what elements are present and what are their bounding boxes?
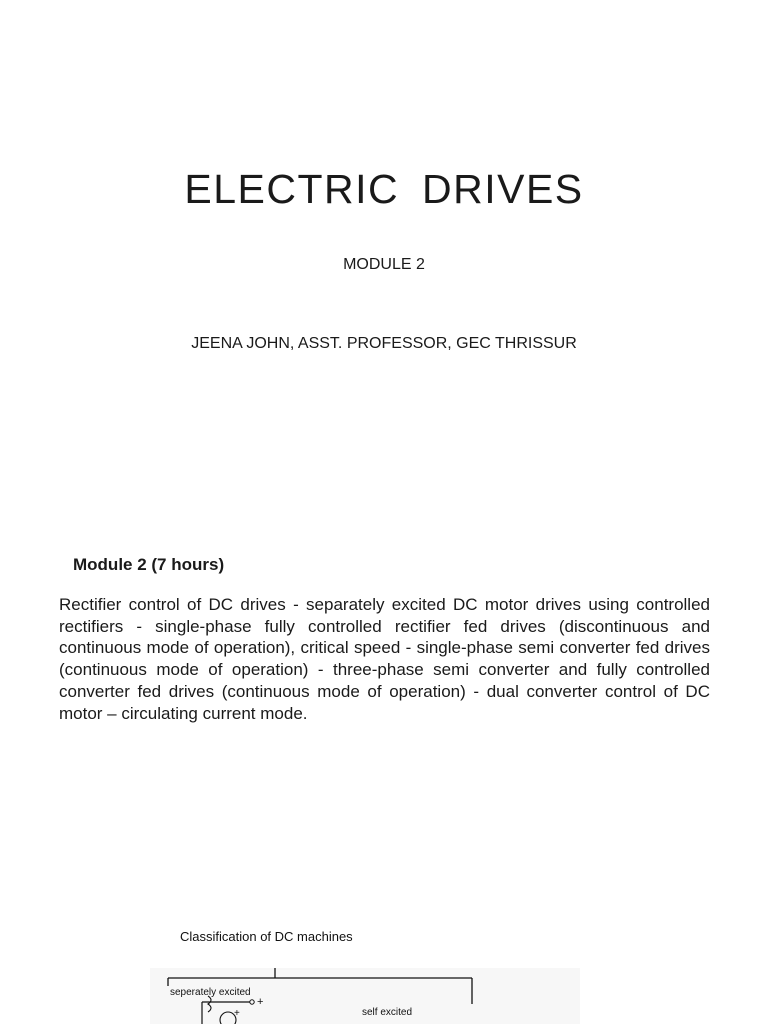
plus-sign-top: + [257,996,264,1008]
module-label: MODULE 2 [343,256,425,273]
page-title: ELECTRIC DRIVES [184,166,584,212]
author-line: JEENA JOHN, ASST. PROFESSOR, GEC THRISSUR [191,335,577,352]
syllabus-body: Rectifier control of DC drives - separately excited DC motor drives using controlled rectifiers - single-phase fully controlled rectifier fed drives (discontinuous and continuous mode of operation), critical speed - single-phase semi converter fed drives (continuous mode of operation) - three-phase semi converter and fully controlled converter fed drives (continuous mode of operation) - dual converter control of DC motor – circulating current mode. [59,595,710,723]
syllabus-heading: Module 2 (7 hours) [73,555,225,574]
syllabus-slide [0,512,768,1024]
plus-sign-armature: + [234,1008,240,1019]
separately-excited-label: seperately excited [170,987,251,998]
dc-machine-classification-diagram [150,968,580,1024]
diagram-title-wrapper [180,929,353,944]
diagram-svg [150,968,580,1024]
diagram-title: Classification of DC machines [180,929,353,944]
self-excited-label: self excited [362,1007,413,1018]
